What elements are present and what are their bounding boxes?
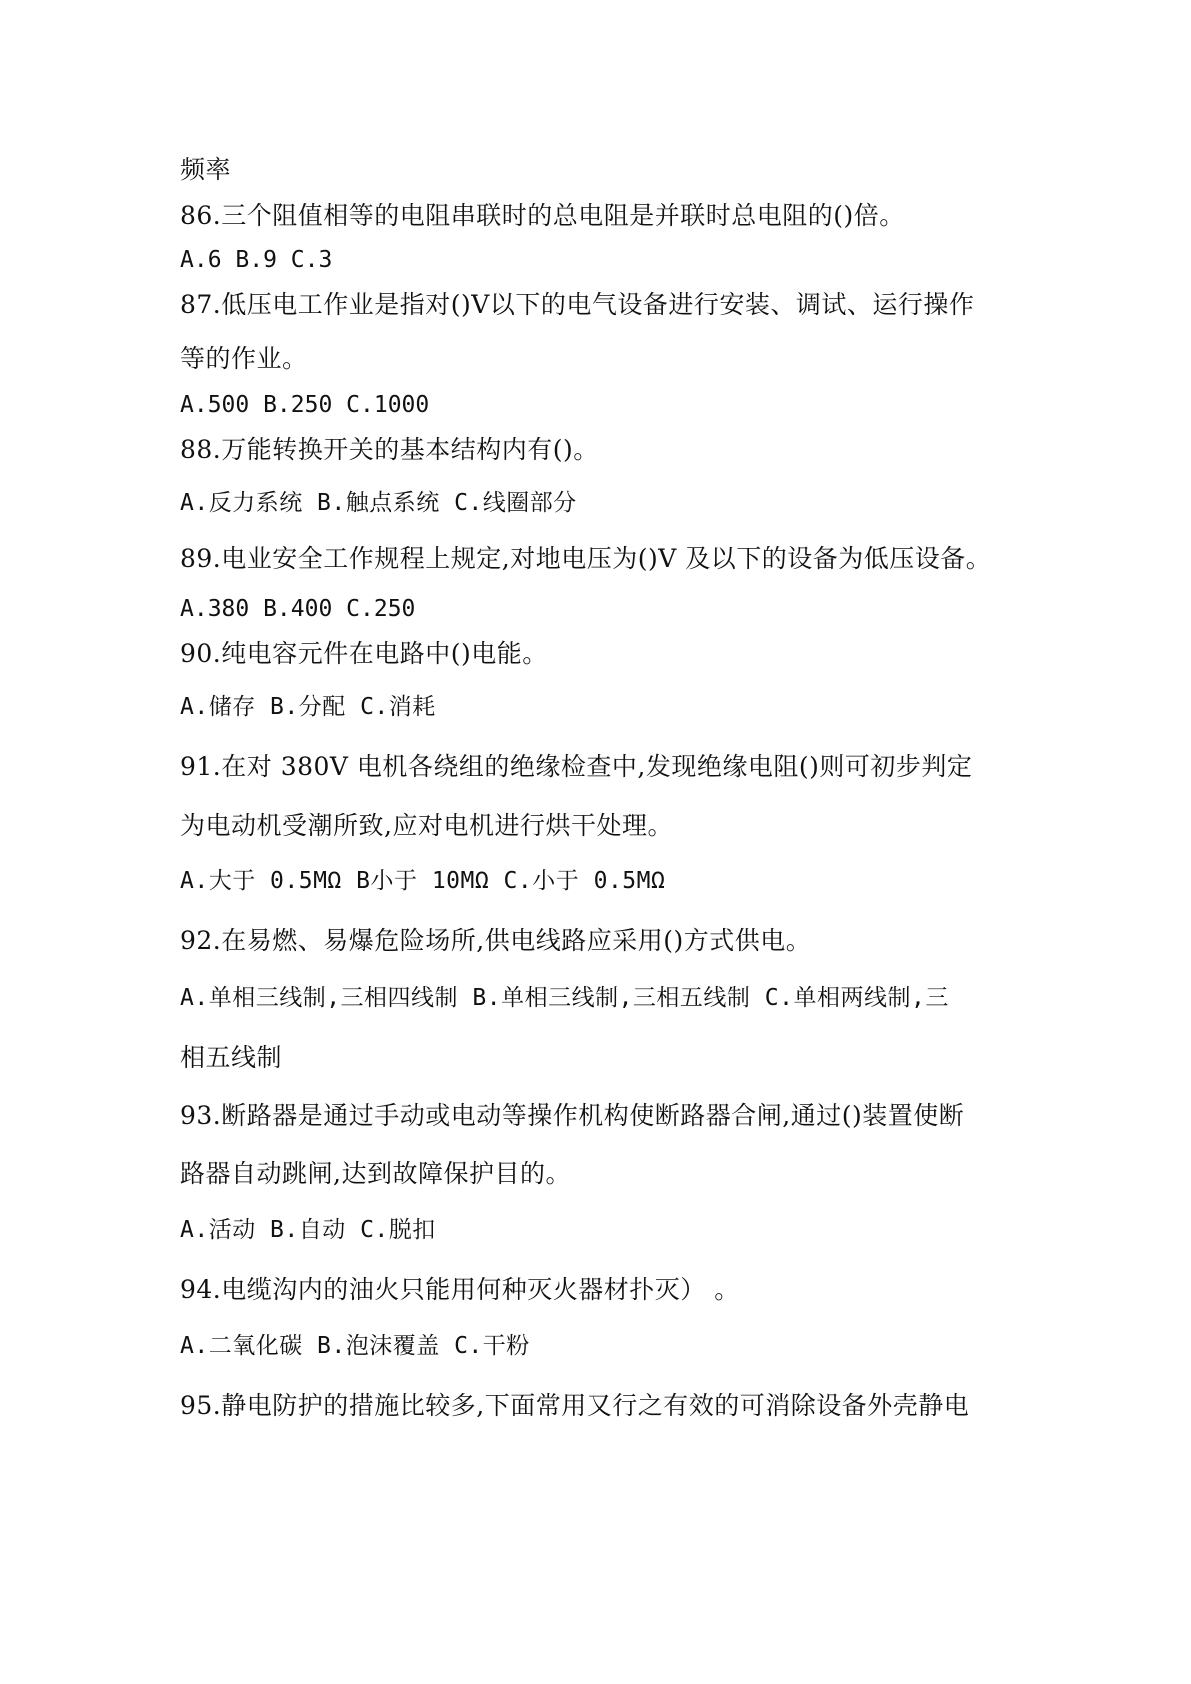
question-90-options: A.储存 B.分配 C.消耗 [180, 694, 436, 720]
question-94-options: A.二氧化碳 B.泡沫覆盖 C.干粉 [180, 1333, 530, 1359]
question-91-text: 91.在对 380V 电机各绕组的绝缘检查中,发现绝缘电阻()则可初步判定 [180, 752, 973, 781]
question-92-options-continued: 相五线制 [180, 1043, 283, 1072]
question-94-text: 94.电缆沟内的油火只能用何种灭火器材扑灭） 。 [180, 1275, 740, 1304]
question-93-text: 93.断路器是通过手动或电动等操作机构使断路器合闸,通过()装置使断 [180, 1101, 965, 1130]
question-89-options: A.380 B.400 C.250 [180, 596, 416, 622]
question-91-text-continued: 为电动机受潮所致,应对电机进行烘干处理。 [180, 811, 673, 840]
question-87-options: A.500 B.250 C.1000 [180, 392, 430, 418]
question-86-text: 86.三个阻值相等的电阻串联时的总电阻是并联时总电阻的()倍。 [180, 201, 905, 230]
question-86-options: A.6 B.9 C.3 [180, 247, 333, 273]
question-90-text: 90.纯电容元件在电路中()电能。 [180, 639, 548, 668]
question-88-options: A.反力系统 B.触点系统 C.线圈部分 [180, 490, 577, 516]
question-93-options: A.活动 B.自动 C.脱扣 [180, 1217, 436, 1243]
question-87-text: 87.低压电工作业是指对()V以下的电气设备进行安装、调试、运行操作 [180, 290, 975, 319]
question-93-text-continued: 路器自动跳闸,达到故障保护目的。 [180, 1159, 571, 1188]
question-89-text: 89.电业安全工作规程上规定,对地电压为()V 及以下的设备为低压设备。 [180, 544, 992, 573]
question-92-text: 92.在易燃、易爆危险场所,供电线路应采用()方式供电。 [180, 926, 812, 955]
continued-answer-text: 频率 [180, 155, 232, 184]
question-95-text: 95.静电防护的措施比较多,下面常用又行之有效的可消除设备外壳静电 [180, 1391, 970, 1420]
question-91-options: A.大于 0.5MΩ B小于 10MΩ C.小于 0.5MΩ [180, 868, 666, 894]
question-92-options: A.单相三线制,三相四线制 B.单相三线制,三相五线制 C.单相两线制,三 [180, 985, 949, 1011]
question-88-text: 88.万能转换开关的基本结构内有()。 [180, 435, 599, 464]
question-87-text-continued: 等的作业。 [180, 344, 308, 373]
